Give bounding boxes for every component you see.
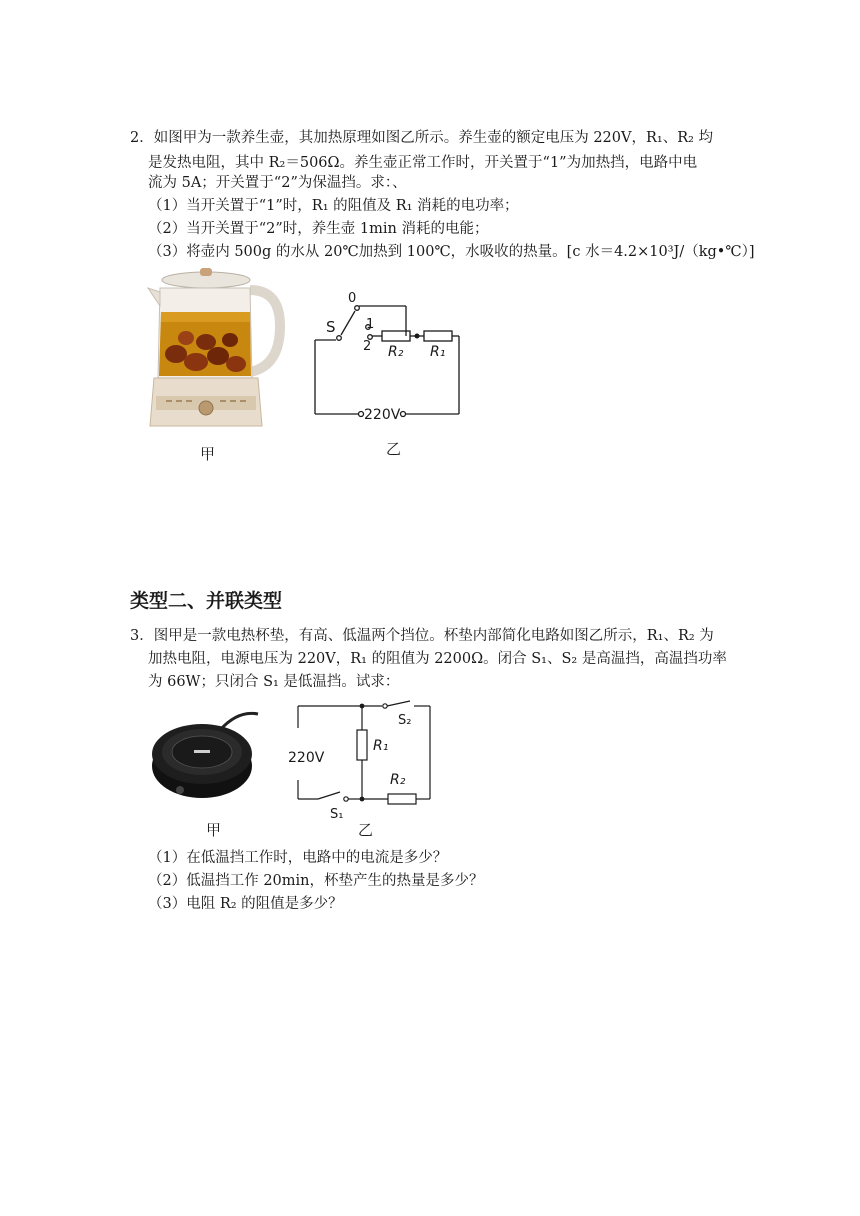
q3-sub-1: （1）在低温挡工作时，电路中的电流是多少？ xyxy=(148,850,448,866)
s1-label: S₁ xyxy=(330,807,344,822)
q2-sub-1: （1）当开关置于“1”时，R₁ 的阻值及 R₁ 消耗的电功率； xyxy=(148,198,519,214)
q3-line-2: 加热电阻，电源电压为 220V，R₁ 的阻值为 2200Ω。闭合 S₁、S₂ 是高温挡，高温挡功率 xyxy=(148,651,727,667)
switch-pos-0: 0 xyxy=(348,291,357,306)
switch-label: S xyxy=(326,318,336,336)
section-heading: 类型二、并联类型 xyxy=(130,590,283,612)
q2-caption-jia: 甲 xyxy=(200,445,216,463)
q3-sub-2: （2）低温挡工作 20min，杯垫产生的热量是多少？ xyxy=(148,873,484,889)
r1-label: R₁ xyxy=(430,344,446,360)
q3-r2-label: R₂ xyxy=(390,772,406,788)
voltage-label: 220V xyxy=(364,407,401,423)
switch-pos-1: 1 xyxy=(366,317,375,332)
q3-sub-3: （3）电阻 R₂ 的阻值是多少？ xyxy=(148,896,343,912)
s2-label: S₂ xyxy=(398,713,412,728)
q2-sub-3: （3）将壶内 500g 的水从 20℃加热到 100℃，水吸收的热量。[c 水＝4.2×10³J/（kg•℃）] xyxy=(148,244,755,260)
junction-dot xyxy=(415,334,420,339)
junction-bottom xyxy=(360,797,365,802)
q3-voltage-label: 220V xyxy=(288,750,325,766)
q2-line-2: 是发热电阻，其中 R₂＝506Ω。养生壶正常工作时，开关置于“1”为加热挡，电路中电 xyxy=(148,155,698,171)
q3-caption-yi: 乙 xyxy=(358,821,374,839)
q3-circuit-diagram xyxy=(284,700,436,824)
q3-r1-label: R₁ xyxy=(373,738,389,754)
kettle-image xyxy=(146,266,286,430)
coaster-image xyxy=(150,708,262,804)
q2-line-1: 2．如图甲为一款养生壶，其加热原理如图乙所示。养生壶的额定电压为 220V，R₁、R₂ 均 xyxy=(130,130,714,146)
q3-line-1: 3．图甲是一款电热杯垫，有高、低温两个挡位。杯垫内部简化电路如图乙所示，R₁、R₂ 为 xyxy=(130,628,714,644)
switch-pos-2: 2 xyxy=(363,339,372,354)
q2-sub-2: （2）当开关置于“2”时，养生壶 1min 消耗的电能； xyxy=(148,221,489,237)
q2-circuit-diagram xyxy=(310,286,470,428)
q2-line-3: 流为 5A；开关置于“2”为保温挡。求：、 xyxy=(148,175,407,191)
q2-caption-yi: 乙 xyxy=(386,440,402,458)
q3-line-3: 为 66W；只闭合 S₁ 是低温挡。试求： xyxy=(148,674,400,690)
r2-label: R₂ xyxy=(388,344,404,360)
q3-caption-jia: 甲 xyxy=(206,821,222,839)
junction-top xyxy=(360,704,365,709)
